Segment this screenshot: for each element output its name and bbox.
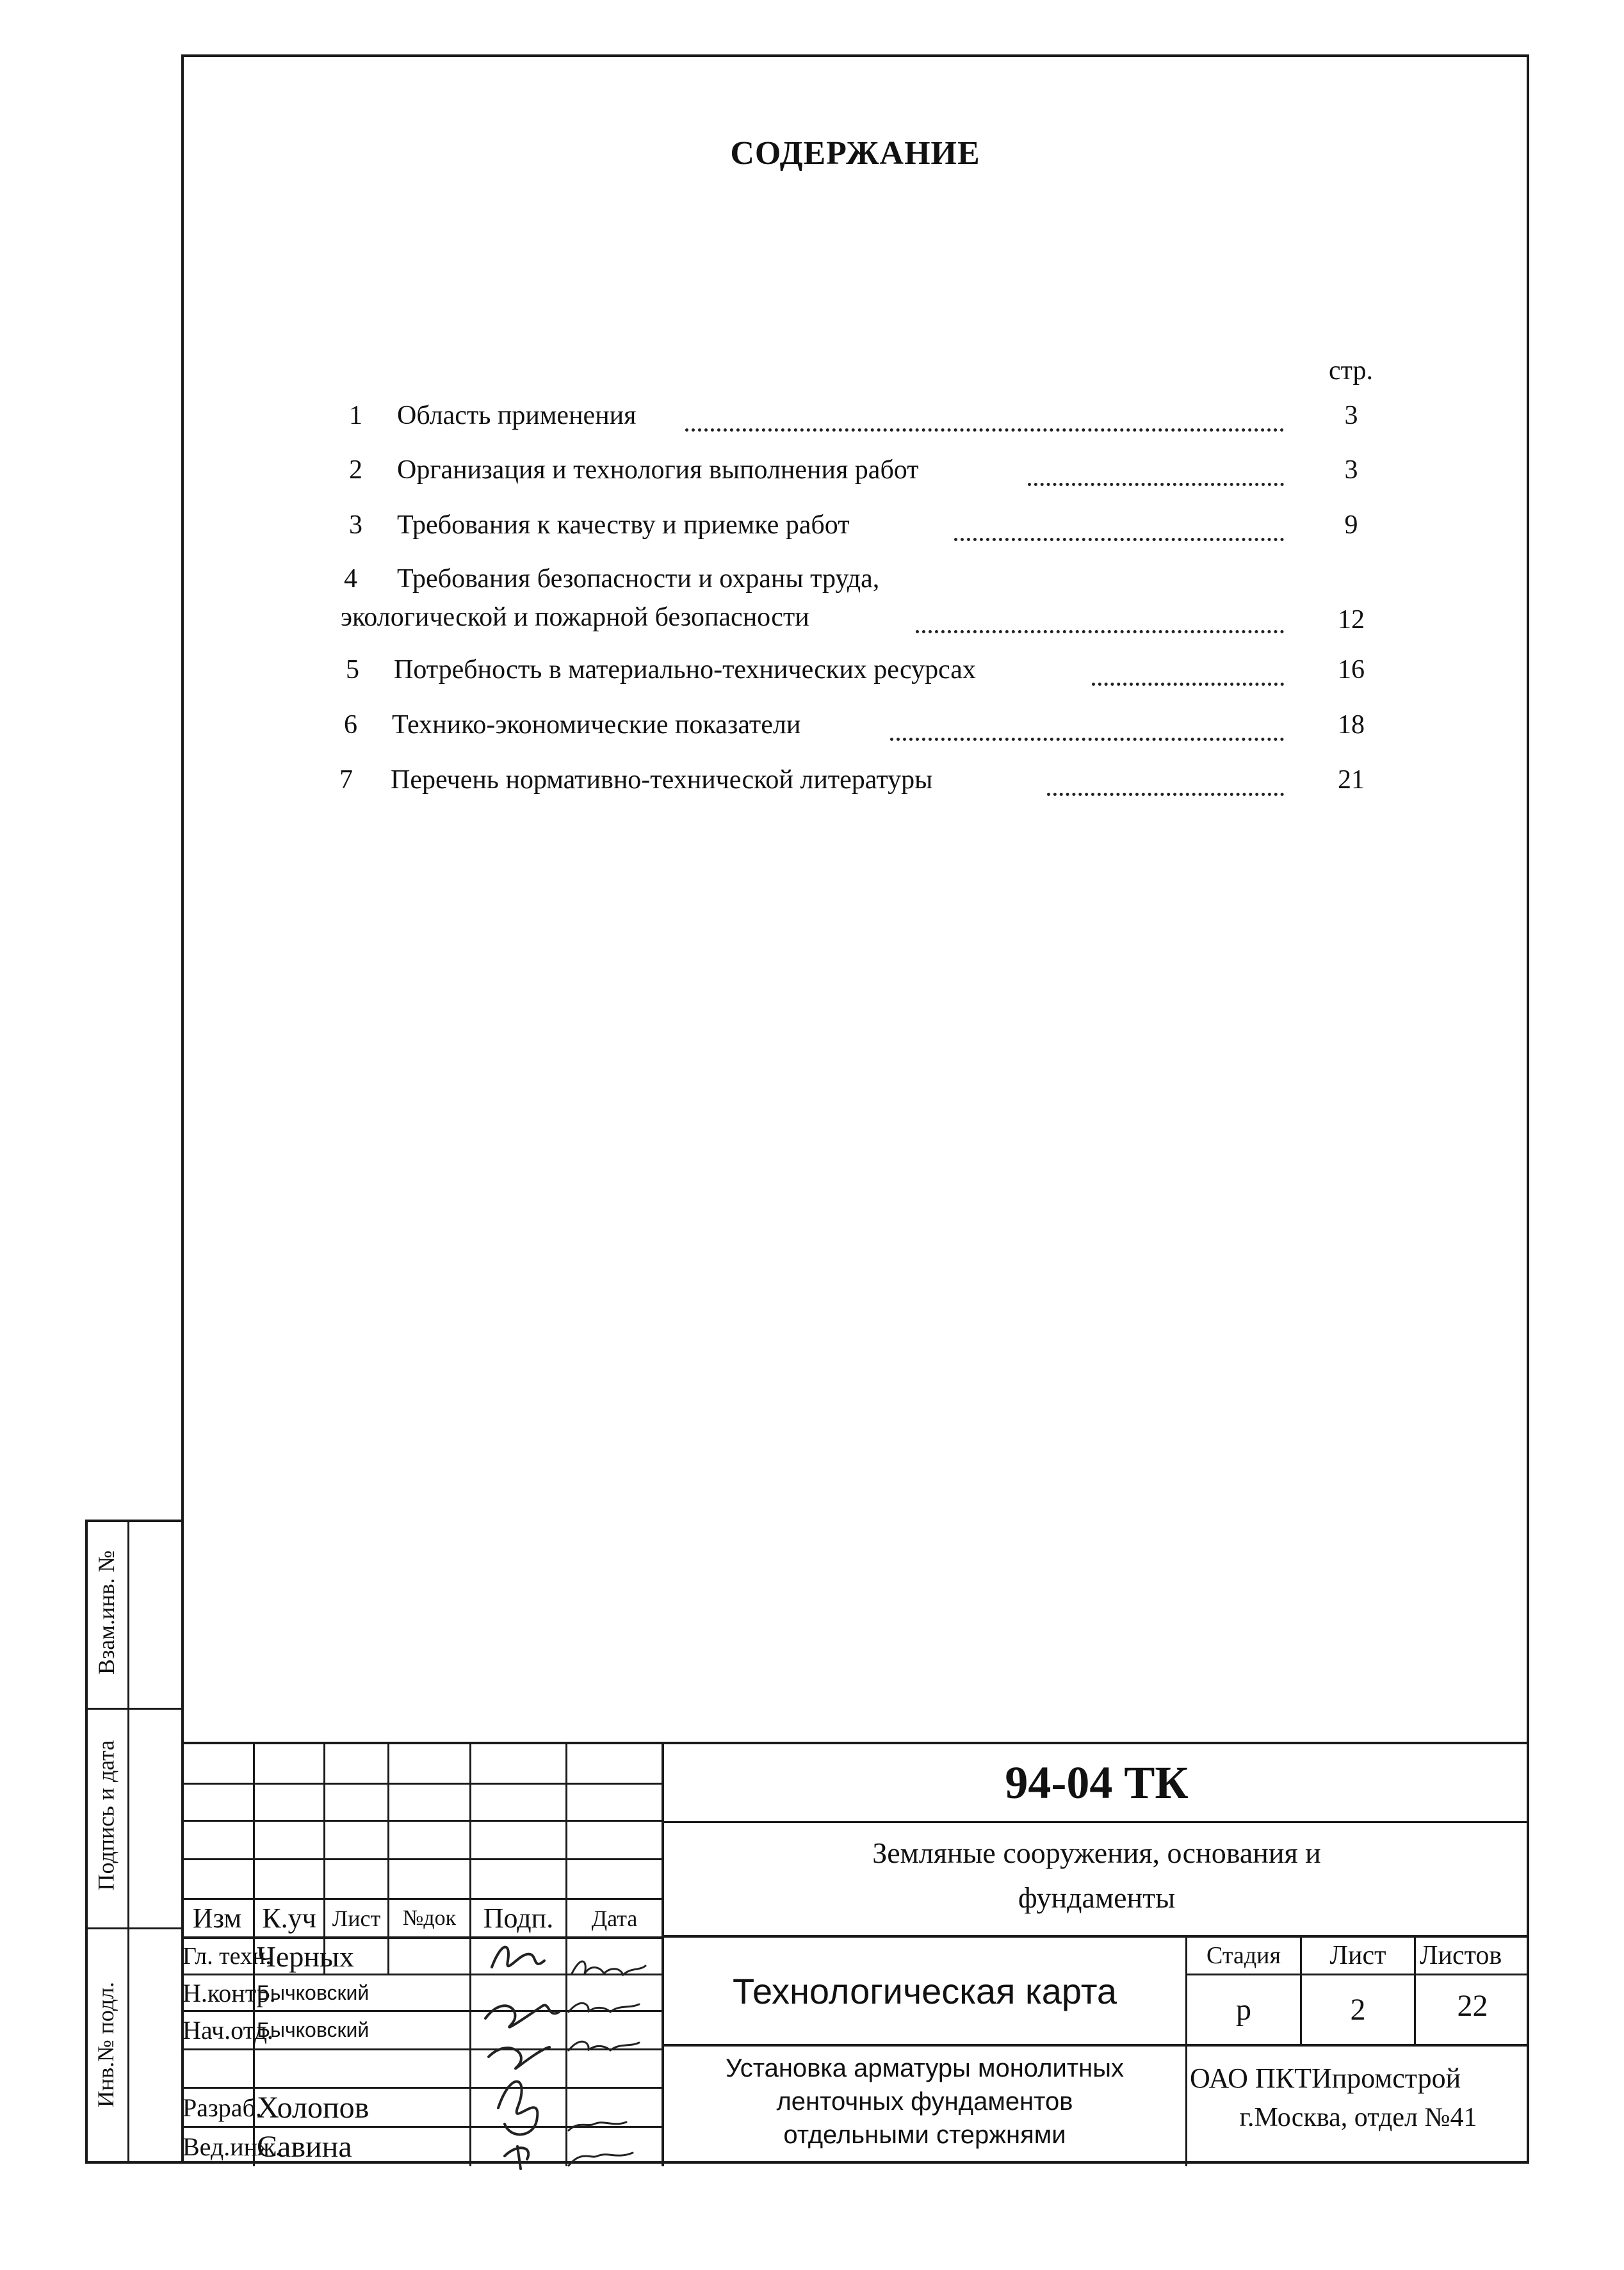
document-title: Технологическая карта (732, 1970, 1117, 2011)
name-cell: Холопов (257, 2090, 369, 2125)
page-column-header: стр. (1329, 356, 1374, 385)
col-list: Лист (332, 1905, 381, 1931)
subtitle-line3: отдельными стержнями (783, 2120, 1066, 2149)
toc-item: 5 Потребность в материально-технических ресурсах 16 (346, 655, 1365, 685)
name-cell: Черных (257, 1940, 354, 1973)
podpis-label: Подпись и дата (93, 1740, 119, 1890)
role-cell: Нач.отд. (183, 2016, 273, 2045)
sheet-header: Лист (1329, 1941, 1386, 1970)
section-title-line2: фундаменты (1018, 1881, 1176, 1914)
role-cell: Н.контр. (183, 1978, 276, 2007)
col-izm: Изм (192, 1902, 242, 1934)
page-title: СОДЕРЖАНИЕ (730, 135, 980, 172)
toc-item: 3 Требования к качеству и приемке работ 9 (349, 510, 1358, 540)
toc-item: 4 Требования безопасности и охраны труда, (344, 564, 880, 594)
toc-item-continued: экологической и пожарной безопасности 12 (341, 603, 1365, 635)
name-cell: Савина (257, 2129, 352, 2164)
toc-item: 7 Перечень нормативно-технической литературы 21 (339, 765, 1365, 795)
stage-header: Стадия (1206, 1942, 1281, 1969)
col-ndok: №док (402, 1906, 457, 1930)
inv-label: Инв.№ подл. (93, 1981, 119, 2107)
toc-item: 1 Область применения 3 (349, 401, 1358, 430)
sheets-header: Листов (1420, 1941, 1502, 1970)
document-code: 94-04 ТК (1005, 1756, 1189, 1808)
strip-divider (127, 1522, 129, 2161)
organization-location: г.Москва, отдел №41 (1239, 2103, 1477, 2132)
col-kuch: К.уч (262, 1902, 316, 1934)
role-cell: Вед.инж. (183, 2132, 282, 2161)
role-cell: Гл. техн. (183, 1943, 272, 1970)
col-podp: Подп. (483, 1902, 554, 1934)
table-of-contents (0, 0, 1624, 896)
subtitle-line1: Установка арматуры монолитных (725, 2054, 1124, 2082)
stage-value: р (1236, 1993, 1251, 2027)
handwritten-signatures (473, 1916, 665, 2169)
toc-item: 2 Организация и технология выполнения работ 3 (349, 455, 1358, 485)
name-cell: Бычковский (257, 2018, 369, 2041)
section-title: Земляные сооружения, основания и (872, 1836, 1321, 1869)
toc-item: 6 Технико-экономические показатели 18 (344, 710, 1365, 740)
sheets-value: 22 (1457, 1989, 1488, 2023)
organization: ОАО ПКТИпромстрой (1190, 2062, 1461, 2094)
sheet-value: 2 (1350, 1993, 1366, 2027)
col-data: Дата (591, 1905, 638, 1931)
vzam-label: Взам.инв. № (93, 1550, 119, 1674)
subtitle-line2: ленточных фундаментов (776, 2087, 1073, 2116)
title-block (181, 1742, 1529, 2164)
role-cell: Разраб. (183, 2093, 262, 2122)
name-cell: Бычковский (257, 1981, 369, 2004)
